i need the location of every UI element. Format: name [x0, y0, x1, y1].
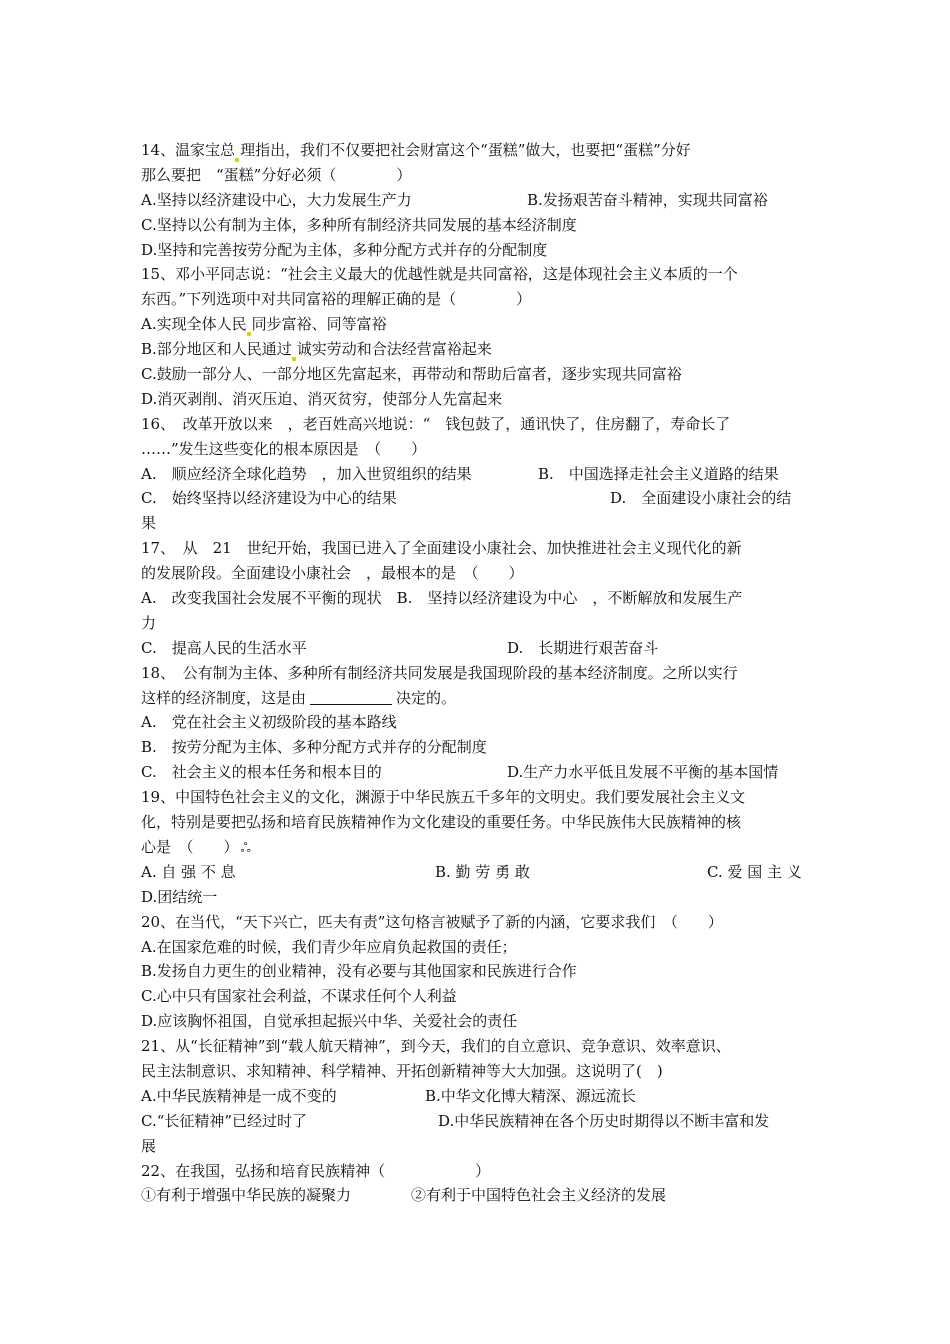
q21-option-c: C.“长征精神”已经过时了	[141, 1111, 308, 1130]
q20-stem-line1: 20、在当代，“天下兴亡，匹夫有责”这句格言被赋予了新的内涵，它要求我们 （ ）	[141, 912, 723, 931]
q17-stem-line2: 的发展阶段。全面建设小康社会 ，最根本的是 （ ）	[141, 564, 524, 583]
q19-option-c: C. 爱 国 主 义	[707, 862, 802, 881]
q17-options-ab: A. 改变我国社会发展不平衡的现状 B. 坚持以经济建设为中心 ，不断解放和发展生产	[141, 589, 743, 608]
q21-options-ab	[141, 1084, 821, 1109]
q19-stem-part: 心是 （ ）	[141, 837, 239, 856]
q18-option-b: B. 按劳分配为主体、多种分配方式并存的分配制度	[141, 738, 487, 757]
q14-stem-line2: 那么要把 “蛋糕”分好必须（ ）	[141, 165, 412, 184]
q14-stem-part1: 14、温家宝总	[141, 141, 236, 159]
q17-options-ab-wrap: 力	[141, 613, 157, 632]
q18-stem-part2: 决定的。	[396, 688, 457, 707]
q16-option-b: B. 中国选择走社会主义道路的结果	[538, 464, 779, 483]
q21-stem-line1: 21、从“长征精神”到“载人航天精神”，到今天，我们的自立意识、竞争意识、效率意识、	[141, 1037, 731, 1056]
q20-option-d: D.应该胸怀祖国，自觉承担起振兴中华、关爱社会的责任	[141, 1012, 518, 1031]
q20-option-a: A.在国家危难的时候，我们青少年应肩负起救国的责任；	[141, 937, 517, 956]
q14-stem-line1	[141, 138, 821, 163]
q14-option-c: C.坚持以公有制为主体，多种所有制经济共同发展的基本经济制度	[141, 215, 577, 234]
q16-option-d-wrap: 果	[141, 514, 157, 533]
q14-stem-part2: 理指出，我们不仅要把社会财富这个“蛋糕”做大，也要把“蛋糕”分好	[240, 141, 691, 159]
q22-statement-2: ②有利于中国特色社会主义经济的发展	[411, 1186, 667, 1205]
q15-option-b-part1: B.部分地区和人民通过	[141, 340, 292, 359]
q21-option-b: B.中华文化博大精深、源远流长	[425, 1086, 636, 1105]
q21-stem-line2: 民主法制意识、求知精神、科学精神、开拓创新精神等大大加强。这说明了( )	[141, 1061, 663, 1080]
q19-stem-line3	[141, 835, 821, 860]
q15-option-a	[141, 312, 821, 337]
marker-dot	[235, 158, 239, 162]
q20-option-b: B.发扬自力更生的创业精神，没有必要与其他国家和民族进行合作	[141, 962, 577, 981]
q14-option-d: D.坚持和完善按劳分配为主体，多种分配方式并存的分配制度	[141, 240, 548, 259]
q14-option-b: B.发扬艰苦奋斗精神，实现共同富裕	[527, 190, 768, 209]
q22-statement-1: ①有利于增强中华民族的凝聚力	[141, 1186, 352, 1205]
q16-option-c: C. 始终坚持以经济建设为中心的结果	[141, 489, 397, 508]
q20-option-c: C.心中只有国家社会利益，不谋求任何个人利益	[141, 987, 457, 1006]
q15-option-a-part1: A.实现全体人民	[141, 315, 247, 334]
q18-options-cd	[141, 760, 821, 785]
q15-option-c: C.鼓励一部分人、一部分地区先富起来，再带动和帮助后富者，逐步实现共同富裕	[141, 365, 682, 384]
q14-option-a: A.坚持以经济建设中心，大力发展生产力	[141, 190, 412, 209]
q16-options-ab	[141, 462, 821, 487]
q15-stem-line1: 15、邓小平同志说：“社会主义最大的优越性就是共同富裕，这是体现社会主义本质的一个	[141, 265, 738, 284]
q15-option-a-part2: 同步富裕、同等富裕	[251, 315, 387, 334]
q22-stem-line1: 22、在我国，弘扬和培育民族精神（ ）	[141, 1161, 491, 1180]
q17-option-c: C. 提高人民的生活水平	[141, 638, 307, 657]
q19-option-a: A. 自 强 不 息	[141, 862, 236, 881]
q18-stem-line1: 18、 公有制为主体、多种所有制经济共同发展是我国现阶段的基本经济制度。之所以实行	[141, 663, 738, 682]
q18-stem-part1: 这样的经济制度，这是由	[141, 688, 307, 707]
marker-dot	[292, 357, 296, 361]
q22-statements	[141, 1183, 821, 1208]
q15-option-b-part2: 诚实劳动和合法经营富裕起来	[296, 340, 492, 359]
q16-stem-line2: ……”发生这些变化的根本原因是 （ ）	[141, 439, 427, 458]
q19-stem-line2: 化，特别是要把弘扬和培育民族精神作为文化建设的重要任务。中华民族伟大民族精神的核	[141, 813, 742, 832]
q19-option-b: B. 勤 劳 勇 敢	[435, 862, 530, 881]
q15-option-d: D.消灭剥削、消灭压迫、消灭贫穷，使部分人先富起来	[141, 389, 503, 408]
answer-blank	[310, 689, 392, 705]
q18-option-c: C. 社会主义的根本任务和根本目的	[141, 763, 382, 782]
q16-options-cd	[141, 486, 821, 511]
q19-options-abc	[141, 860, 821, 885]
q19-option-d: D.团结统一	[141, 887, 218, 906]
marker-dot	[247, 332, 251, 336]
q18-option-a: A. 党在社会主义初级阶段的基本路线	[141, 713, 397, 732]
q15-option-b	[141, 337, 821, 362]
q16-option-d: D. 全面建设小康社会的结	[610, 489, 792, 508]
q21-option-a: A.中华民族精神是一成不变的	[141, 1086, 337, 1105]
exam-page	[141, 138, 821, 1208]
scribble-mark-icon: ஃ	[240, 840, 251, 856]
q21-options-cd	[141, 1109, 821, 1134]
q15-stem-line2: 东西。”下列选项中对共同富裕的理解正确的是（ ）	[141, 290, 532, 309]
q21-option-d-wrap: 展	[141, 1136, 157, 1155]
q14-options-ab	[141, 188, 821, 213]
q18-option-d: D.生产力水平低且发展不平衡的基本国情	[507, 763, 779, 782]
q17-option-d: D. 长期进行艰苦奋斗	[507, 638, 659, 657]
q21-option-d: D.中华民族精神在各个历史时期得以不断丰富和发	[438, 1111, 770, 1130]
q18-stem-line2	[141, 686, 821, 711]
q16-option-a: A. 顺应经济全球化趋势 ，加入世贸组织的结果	[141, 464, 472, 483]
q17-options-cd	[141, 636, 821, 661]
q17-stem-line1: 17、 从 21 世纪开始，我国已进入了全面建设小康社会、加快推进社会主义现代化的新	[141, 539, 742, 558]
q19-stem-line1: 19、中国特色社会主义的文化，渊源于中华民族五千多年的文明史。我们要发展社会主义文	[141, 788, 746, 807]
q16-stem-line1: 16、 改革开放以来 ，老百姓高兴地说：“ 钱包鼓了，通讯快了，住房翻了，寿命长了	[141, 414, 731, 433]
